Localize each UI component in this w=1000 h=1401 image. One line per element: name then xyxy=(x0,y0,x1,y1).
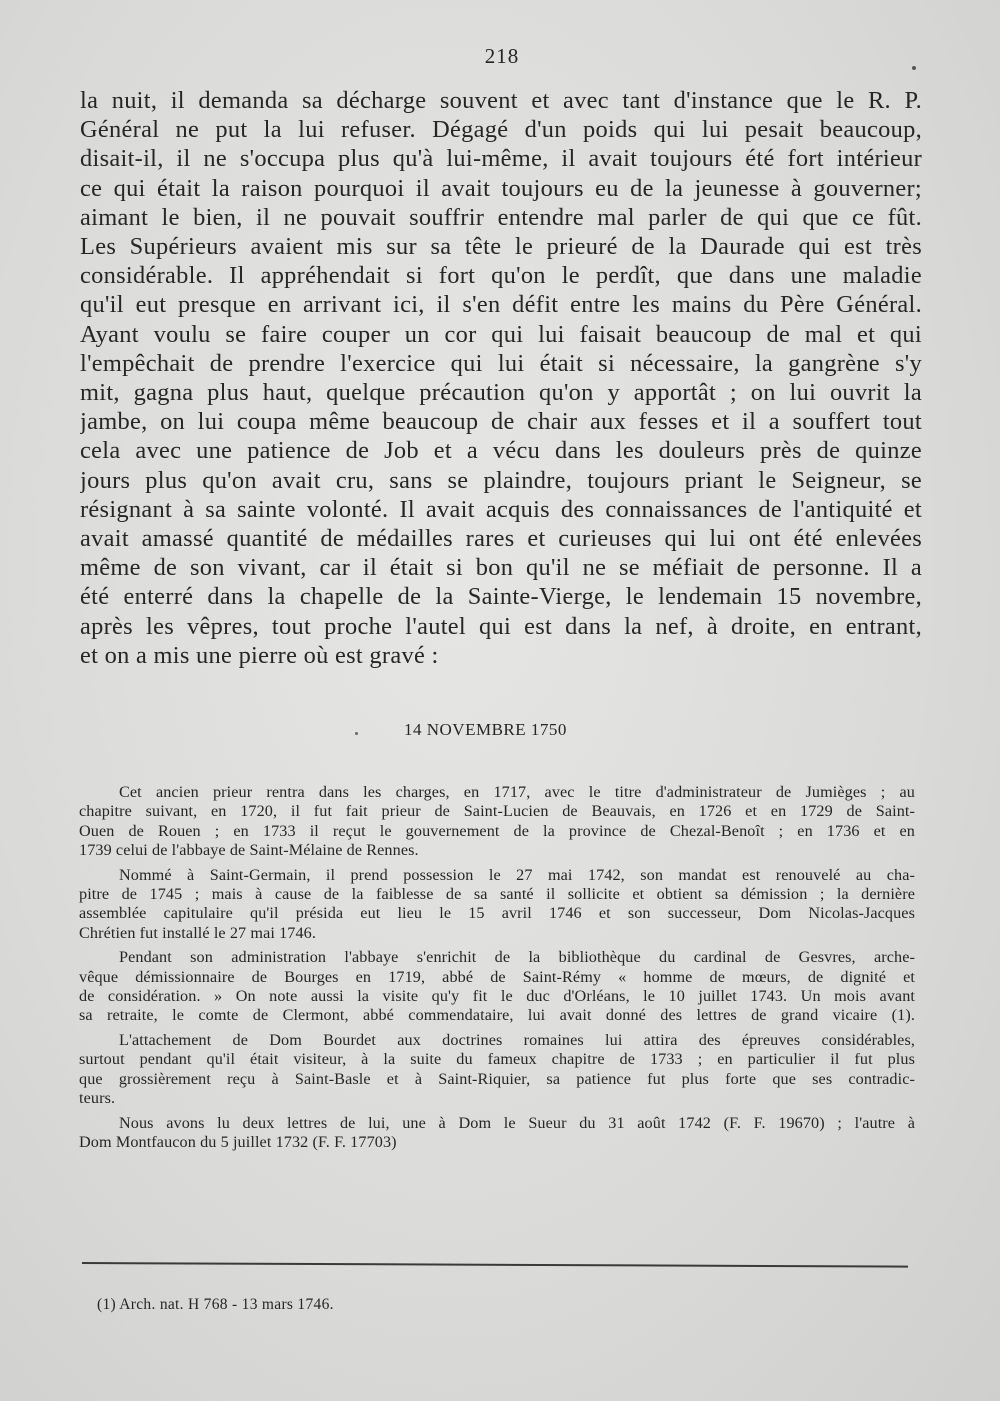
note-line: de considération. » On note aussi la visite qu'y fit le duc d'Orléans, le 10 juillet 1743. Un mois avant xyxy=(79,987,915,1006)
notes-section xyxy=(79,783,915,1157)
note-line: Nommé à Saint-Germain, il prend possession le 27 mai 1742, son mandat est renouvelé au cha- xyxy=(119,865,915,884)
main-line: aimant le bien, il ne pouvait souffrir entendre mal parler de qui que ce fût. xyxy=(80,203,922,231)
note-line: vêque démissionnaire de Bourges en 1719, abbé de Saint-Rémy « homme de mœurs, de dignité et xyxy=(79,967,915,986)
note-line: chapitre suivant, en 1720, il fut fait prieur de Saint-Lucien de Beauvais, en 1726 et en 1729 de Saint- xyxy=(79,802,915,821)
note-line: Chrétien fut installé le 27 mai 1746. xyxy=(79,923,317,942)
note-line: pitre de 1745 ; mais à cause de la faiblesse de sa santé il sollicite et obtient sa démission ; la dernière xyxy=(79,885,915,904)
main-line: l'empêchait de prendre l'exercice qui lui était si nécessaire, la gangrène s'y xyxy=(80,349,922,377)
note-line: assemblée capitulaire qu'il présida eut lieu le 15 avril 1746 et son successeur, Dom Nicolas-Jacques xyxy=(79,904,915,923)
footnote: (1) Arch. nat. H 768 - 13 mars 1746. xyxy=(97,1296,334,1313)
main-line: jambe, on lui coupa même beaucoup de chair aux fesses et il a souffert tout xyxy=(80,408,922,436)
main-line: avait amassé quantité de médailles rares et curieuses qui lui ont été enlevées xyxy=(80,525,922,553)
note-paragraph xyxy=(79,1031,915,1109)
main-line: considérable. Il appréhendait si fort qu'on le perdît, que dans une maladie xyxy=(80,262,922,290)
note-line: surtout pendant qu'il était visiteur, à la suite du fameux chapitre de 1733 ; en particulier il fut plus xyxy=(79,1050,915,1069)
main-line: la nuit, il demanda sa décharge souvent et avec tant d'instance que le R. P. xyxy=(80,87,922,114)
note-line: Nous avons lu deux lettres de lui, une à Dom le Sueur du 31 août 1742 (F. F. 19670) ; l'autre à xyxy=(119,1113,915,1132)
main-line: Général ne put la lui refuser. Dégagé d'un poids qui lui pesait beaucoup, xyxy=(80,116,922,144)
ink-speck xyxy=(912,66,916,70)
note-line: Pendant son administration l'abbaye s'enrichit de la bibliothèque du cardinal de Gesvres, arche- xyxy=(119,948,915,967)
note-line: teurs. xyxy=(79,1089,116,1108)
note-line: 1739 celui de l'abbaye de Saint-Mélaine de Rennes. xyxy=(79,841,419,860)
note-paragraph xyxy=(79,783,915,861)
page-number: 218 xyxy=(484,44,520,68)
note-paragraph xyxy=(79,866,915,944)
main-line: après les vêpres, tout proche l'autel qui est dans la nef, à droite, en entrant, xyxy=(80,612,922,640)
main-line: mit, gagna plus haut, quelque précaution qu'on y apportât ; on lui ouvrit la xyxy=(80,379,922,407)
footnote-separator xyxy=(82,1262,908,1268)
note-paragraph xyxy=(79,948,915,1026)
main-line: résignant à sa sainte volonté. Il avait acquis des connaissances de l'antiquité et xyxy=(80,495,922,523)
main-line: été enterré dans la chapelle de la Sainte-Vierge, le lendemain 15 novembre, xyxy=(80,583,922,611)
main-line: qu'il eut presque en arrivant ici, il s'en défit entre les mains du Père Général. xyxy=(80,291,922,319)
main-line: disait-il, il ne s'occupa plus qu'à lui-même, il avait toujours été fort intérieur xyxy=(80,145,922,173)
note-line: Cet ancien prieur rentra dans les charges, en 1717, avec le titre d'administrateur de Jumièges ; au xyxy=(119,783,915,801)
main-line: Les Supérieurs avaient mis sur sa tête le prieuré de la Daurade qui est très xyxy=(80,233,922,261)
note-line: Dom Montfaucon du 5 juillet 1732 (F. F. 17703) xyxy=(79,1132,397,1151)
main-line: jours plus qu'on avait cru, sans se plaindre, toujours priant le Seigneur, se xyxy=(80,466,922,494)
main-line: même de son vivant, car il était si bon qu'il ne se méfiait de personne. Il a xyxy=(80,554,922,582)
note-line: L'attachement de Dom Bourdet aux doctrines romaines lui attira des épreuves considérables, xyxy=(119,1030,915,1049)
main-text xyxy=(80,86,922,670)
note-line: que grossièrement reçu à Saint-Basle et à Saint-Riquier, sa patience fut plus forte que ses contradic- xyxy=(79,1069,915,1088)
inscription-date: 14 NOVEMBRE 1750 xyxy=(404,720,567,739)
ink-speck xyxy=(355,732,358,735)
main-line: cela avec une patience de Job et a vécu dans les douleurs près de quinze xyxy=(80,437,922,465)
note-paragraph xyxy=(79,1114,915,1153)
note-line: Ouen de Rouen ; en 1733 il reçut le gouvernement de la province de Chezal-Benoît ; en 1736 et en xyxy=(79,821,915,840)
main-line: et on a mis une pierre où est gravé : xyxy=(80,641,439,669)
note-line: sa retraite, le comte de Clermont, abbé commendataire, lui avait donné des lettres de grand vicaire (1). xyxy=(79,1006,915,1025)
main-line: Ayant voulu se faire couper un cor qui lui faisait beaucoup de mal et qui xyxy=(80,320,922,348)
main-line: ce qui était la raison pourquoi il avait toujours eu de la jeunesse à gouverner; xyxy=(80,174,922,202)
